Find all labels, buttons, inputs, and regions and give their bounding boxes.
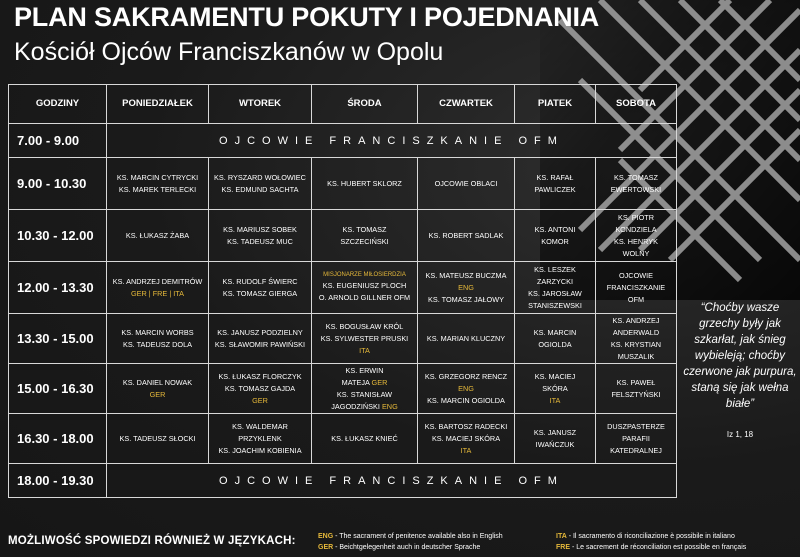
language-tag: ITA [549,395,561,405]
time-cell: 7.00 - 9.00 [9,124,107,158]
time-cell: 18.00 - 19.30 [9,464,107,498]
language-tag: ENG [458,383,474,393]
time-cell: 16.30 - 18.00 [9,414,107,464]
schedule-cell: MISJONARZE MIŁOSIERDZIA KS. EUGENIUSZ PLOCH O. ARNOLD GILLNER OFM [312,262,418,314]
schedule-cell: KS. MARIAN KLUCZNY [418,314,515,364]
schedule-cell: KS. BARTOSZ RADECKI KS. MACIEJ SKÓRA ITA [418,414,515,464]
schedule-cell: KS. ANDRZEJ DEMITRÓW GER | FRE | ITA [107,262,209,314]
schedule-cell: OJCOWIE OBLACI [418,158,515,210]
schedule-cell: KS. RYSZARD WOŁOWIEC KS. EDMUND SACHTA [209,158,312,210]
language-tag: ENG [381,401,398,411]
table-row [9,364,677,414]
table-row [9,414,677,464]
col-header-sobota: SOBOTA [596,85,677,124]
bible-quote-reference: Iz 1, 18 [726,430,754,439]
schedule-cell: KS. ŁUKASZ KNIEĆ [312,414,418,464]
language-note-ita: ITA - Il sacramento di riconciliazione è possibile in italiano [556,533,735,540]
language-note-ger: GER - Beichtgelegenheit auch in deutscher Sprache [318,544,481,551]
languages-label: MOŻLIWOŚĆ SPOWIEDZI RÓWNIEŻ W JĘZYKACH: [8,535,296,547]
schedule-cell: KS. RAFAŁ PAWLICZEK [515,158,596,210]
table-row [9,158,677,210]
schedule-cell: KS. PIOTR KONDZIELA KS. HENRYK WOLNY [596,210,677,262]
page-subtitle: Kościół Ojców Franciszkanów w Opolu [14,38,444,66]
schedule-cell: KS. GRZEGORZ RENCZ ENG KS. MARCIN OGIOLDA [418,364,515,414]
time-cell: 13.30 - 15.00 [9,314,107,364]
table-row [9,464,677,498]
schedule-cell: DUSZPASTERZE PARAFII KATEDRALNEJ [596,414,677,464]
col-header-czwartek: CZWARTEK [418,85,515,124]
table-row [9,124,677,158]
language-tag: ITA [460,445,472,455]
time-cell: 15.00 - 16.30 [9,364,107,414]
schedule-cell: KS. ROBERT SADLAK [418,210,515,262]
schedule-cell: KS. MACIEJ SKÓRA ITA [515,364,596,414]
col-header-piatek: PIATEK [515,85,596,124]
schedule-cell: KS. MARCIN CYTRYCKI KS. MAREK TERLECKI [107,158,209,210]
schedule-cell: KS. DANIEL NOWAK GER [107,364,209,414]
schedule-cell: KS. MARIUSZ SOBEK KS. TADEUSZ MUC [209,210,312,262]
language-tag: GER [371,377,388,387]
schedule-cell: KS. MARCIN WORBS KS. TADEUSZ DOLA [107,314,209,364]
language-tag: ITA [359,345,370,355]
schedule-cell: KS. MARCIN OGIOLDA [515,314,596,364]
language-tag: GER | FRE | ITA [130,288,185,298]
schedule-cell: KS. LESZEK ZARZYCKI KS. JAROSŁAW STANISZEWSKI [515,262,596,314]
schedule-cell: KS. ANTONI KOMOR [515,210,596,262]
header-row [9,85,677,124]
schedule-cell: OJCOWIE FRANCISZKANIE OFM [596,262,677,314]
table-row [9,314,677,364]
schedule-table [8,84,677,498]
language-tag: GER [252,395,268,405]
table-row [9,262,677,314]
schedule-cell: KS. HUBERT SKLORZ [312,158,418,210]
language-tag: GER [149,389,166,399]
col-header-wtorek: WTOREK [209,85,312,124]
schedule-cell: KS. MATEUSZ BUCZMA ENG KS. TOMASZ JAŁOWY [418,262,515,314]
time-cell: 10.30 - 12.00 [9,210,107,262]
col-header-poniedzialek: PONIEDZIAŁEK [107,85,209,124]
language-note-fre: FRE - Le sacrement de réconciliation est possible en français [556,544,747,551]
schedule-cell: KS. TADEUSZ SŁOCKI [107,414,209,464]
misjonarze-note: MISJONARZE MIŁOSIERDZIA [323,272,406,278]
schedule-cell: KS. ŁUKASZ FLORCZYK KS. TOMASZ GAJDA GER [209,364,312,414]
language-note-eng: ENG - The sacrament of penitence available also in English [318,533,503,540]
schedule-cell: KS. TOMASZ SZCZECIŃSKI [312,210,418,262]
time-cell: 9.00 - 10.30 [9,158,107,210]
bible-quote: “Choćby wasze grzechy były jak szkarłat, jak śnieg wybieleją; choćby czerwone jak purpura, staną się jak wełna białe” [683,302,797,410]
language-tag: ENG [458,282,474,292]
schedule-cell: KS. WALDEMAR PRZYKLENK KS. JOACHIM KOBIENIA [209,414,312,464]
schedule-cell: KS. ŁUKASZ ŻABA [107,210,209,262]
col-header-sroda: ŚRODA [312,85,418,124]
table-row [9,210,677,262]
schedule-cell: KS. ANDRZEJ ANDERWALD KS. KRYSTIAN MUSZALIK [596,314,677,364]
schedule-cell: KS. JANUSZ PODZIELNY KS. SŁAWOMIR PAWIŃSKI [209,314,312,364]
schedule-cell: KS. ERWIN MATEJA GER KS. STANISŁAW JAGODZIŃSKI ENG [312,364,418,414]
col-header-godziny: GODZINY [9,85,107,124]
schedule-cell: KS. BOGUSŁAW KRÓL KS. SYLWESTER PRUSKI ITA [312,314,418,364]
schedule-cell: KS. RUDOLF ŚWIERC KS. TOMASZ GIERGA [209,262,312,314]
span-cell: OJCOWIE FRANCISZKANIE OFM [107,464,677,498]
span-cell: OJCOWIE FRANCISZKANIE OFM [107,124,677,158]
time-cell: 12.00 - 13.30 [9,262,107,314]
schedule-cell: KS. PAWEŁ FELSZTYŃSKI [596,364,677,414]
schedule-cell: KS. JANUSZ IWAŃCZUK [515,414,596,464]
page-title: PLAN SAKRAMENTU POKUTY I POJEDNANIA [14,2,600,32]
schedule-cell: KS. TOMASZ EWERTOWSKI [596,158,677,210]
